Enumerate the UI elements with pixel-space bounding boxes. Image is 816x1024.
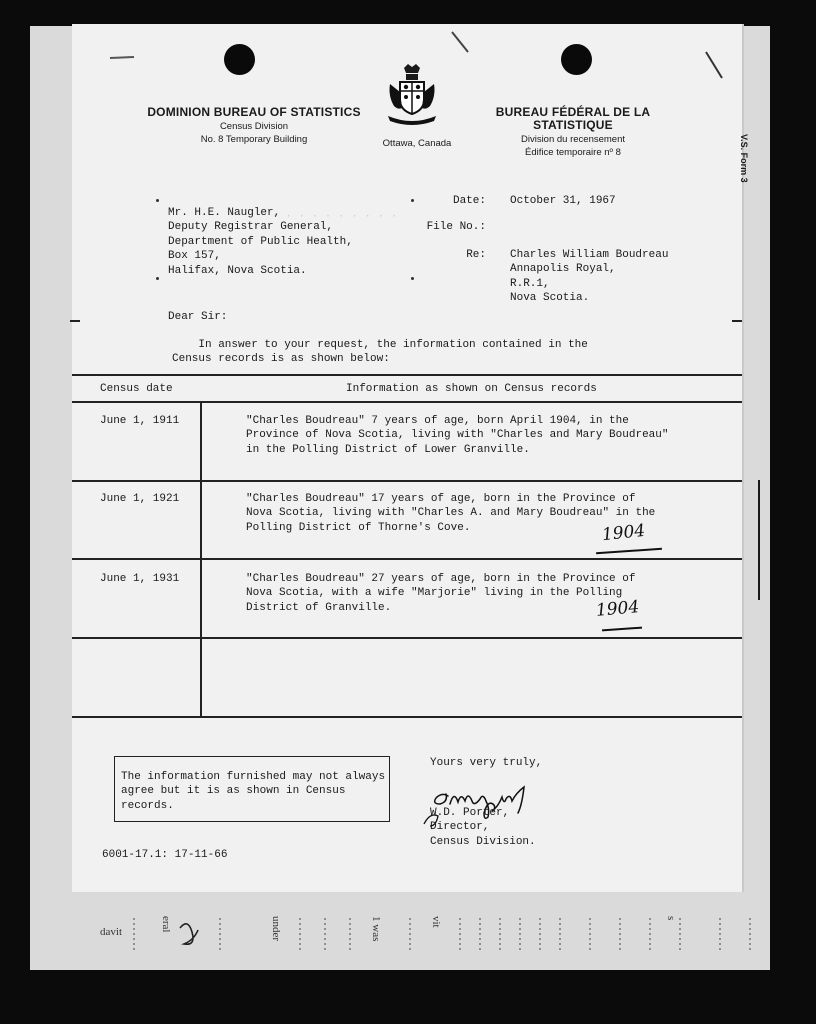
- underlying-word: s: [665, 916, 677, 921]
- form-number: V.S. Form 3: [739, 134, 749, 183]
- row-census-date: June 1, 1931: [100, 573, 180, 585]
- header-census-date: Census date: [100, 383, 173, 395]
- bleed-through-text: · · · · · · · · · ·: [272, 211, 398, 223]
- header-information: Information as shown on Census records: [346, 383, 597, 395]
- info-line: District of Granville.: [246, 601, 392, 614]
- info-line: "Charles Boudreau" 7 years of age, born April 1904, in the: [246, 415, 629, 427]
- address-guide-dot: [156, 277, 159, 280]
- letterhead-french: [458, 106, 688, 159]
- division-english: Census Division: [219, 121, 289, 132]
- letterhead-english: [124, 106, 384, 146]
- handwritten-underline: [602, 627, 642, 631]
- signatory-division: Census Division.: [430, 835, 536, 848]
- re-line: Charles William Boudreau: [510, 249, 669, 261]
- fold-mark: [70, 320, 80, 322]
- underlying-word: eral: [160, 916, 172, 933]
- underlying-word: 1 was: [370, 916, 382, 942]
- info-line: "Charles Boudreau" 27 years of age, born in the Province of: [246, 573, 636, 585]
- file-number-label: File No.:: [426, 221, 486, 233]
- row-census-date: June 1, 1911: [100, 415, 180, 427]
- info-line: Nova Scotia, living with "Charles A. and Mary Boudreau" in the: [246, 507, 656, 520]
- intro-paragraph: [172, 338, 642, 367]
- address-line: Box 157,: [168, 250, 221, 263]
- disclaimer-line: agree but it is as shown in Census: [121, 785, 346, 798]
- table-rule: [72, 558, 742, 560]
- info-line: Polling District of Thorne's Cove.: [246, 521, 471, 534]
- info-line: Nova Scotia, with a wife "Marjorie" living in the Polling: [246, 587, 623, 600]
- info-line: Province of Nova Scotia, living with "Charles and Mary Boudreau": [246, 429, 669, 442]
- table-column-divider: [200, 402, 202, 718]
- date-label: Date:: [452, 195, 486, 207]
- office-location: Ottawa, Canada: [382, 138, 452, 149]
- signatory-block: [430, 806, 536, 849]
- disclaimer-box: [114, 756, 390, 822]
- date-value: October 31, 1967: [510, 195, 616, 207]
- signatory-title: Director,: [430, 821, 490, 834]
- re-line: R.R.1,: [510, 277, 550, 290]
- table-rule: [72, 637, 742, 639]
- table-rule: [72, 716, 742, 718]
- address-line: Halifax, Nova Scotia.: [168, 264, 307, 277]
- building-french: Édifice temporaire nº 8: [525, 147, 621, 158]
- info-line: in the Polling District of Lower Granville.: [246, 443, 530, 456]
- table-rule: [72, 401, 742, 403]
- table-rule: [72, 374, 742, 376]
- disclaimer-line: records.: [121, 799, 174, 812]
- salutation: Dear Sir:: [168, 311, 228, 323]
- re-line: Annapolis Royal,: [510, 263, 616, 276]
- fold-mark: [732, 320, 742, 322]
- intro-line: Census records is as shown below:: [172, 353, 390, 366]
- underlying-sheet-bottom-fields: [100, 914, 760, 954]
- form-code: 6001-17.1: 17-11-66: [102, 849, 228, 861]
- address-guide-dot: [156, 199, 159, 202]
- address-line: Deputy Registrar General,: [168, 221, 334, 234]
- row-information: [246, 414, 669, 457]
- canada-coat-of-arms-icon: [384, 62, 440, 128]
- row-census-date: June 1, 1921: [100, 493, 180, 505]
- address-line: Department of Public Health,: [168, 235, 353, 248]
- re-label: Re:: [466, 249, 486, 261]
- recipient-address: [168, 206, 353, 278]
- building-english: No. 8 Temporary Building: [200, 134, 308, 145]
- division-french: Division du recensement: [520, 134, 626, 145]
- address-guide-dot: [411, 277, 414, 280]
- page-edge-shadow: [758, 480, 760, 600]
- bureau-name-english: DOMINION BUREAU OF STATISTICS: [147, 105, 361, 119]
- handwritten-underline: [596, 548, 662, 554]
- underlying-word: davit: [100, 926, 122, 938]
- info-line: "Charles Boudreau" 17 years of age, born in the Province of: [246, 493, 636, 505]
- underlying-word: under: [270, 916, 282, 942]
- re-line: Nova Scotia.: [510, 292, 590, 305]
- address-guide-dot: [411, 199, 414, 202]
- underlying-sheet-dotted-lines: [120, 914, 760, 954]
- handwritten-year-annotation: 1904: [595, 597, 641, 621]
- address-line: Mr. H.E. Naugler,: [168, 207, 281, 219]
- underlying-word: vit: [430, 916, 442, 928]
- complimentary-closing: Yours very truly,: [430, 757, 543, 769]
- census-records-table: [72, 374, 742, 718]
- census-letter: [72, 24, 749, 892]
- handwritten-year-annotation: 1904: [601, 520, 647, 546]
- disclaimer-line: The information furnished may not always: [121, 771, 386, 783]
- intro-line: In answer to your request, the information contained in the: [172, 339, 588, 351]
- table-rule: [72, 480, 742, 482]
- bureau-name-french: BUREAU FÉDÉRAL DE LA STATISTIQUE: [495, 105, 651, 132]
- re-subject: [510, 248, 668, 306]
- signatory-name: W.D. Porter,: [430, 807, 510, 819]
